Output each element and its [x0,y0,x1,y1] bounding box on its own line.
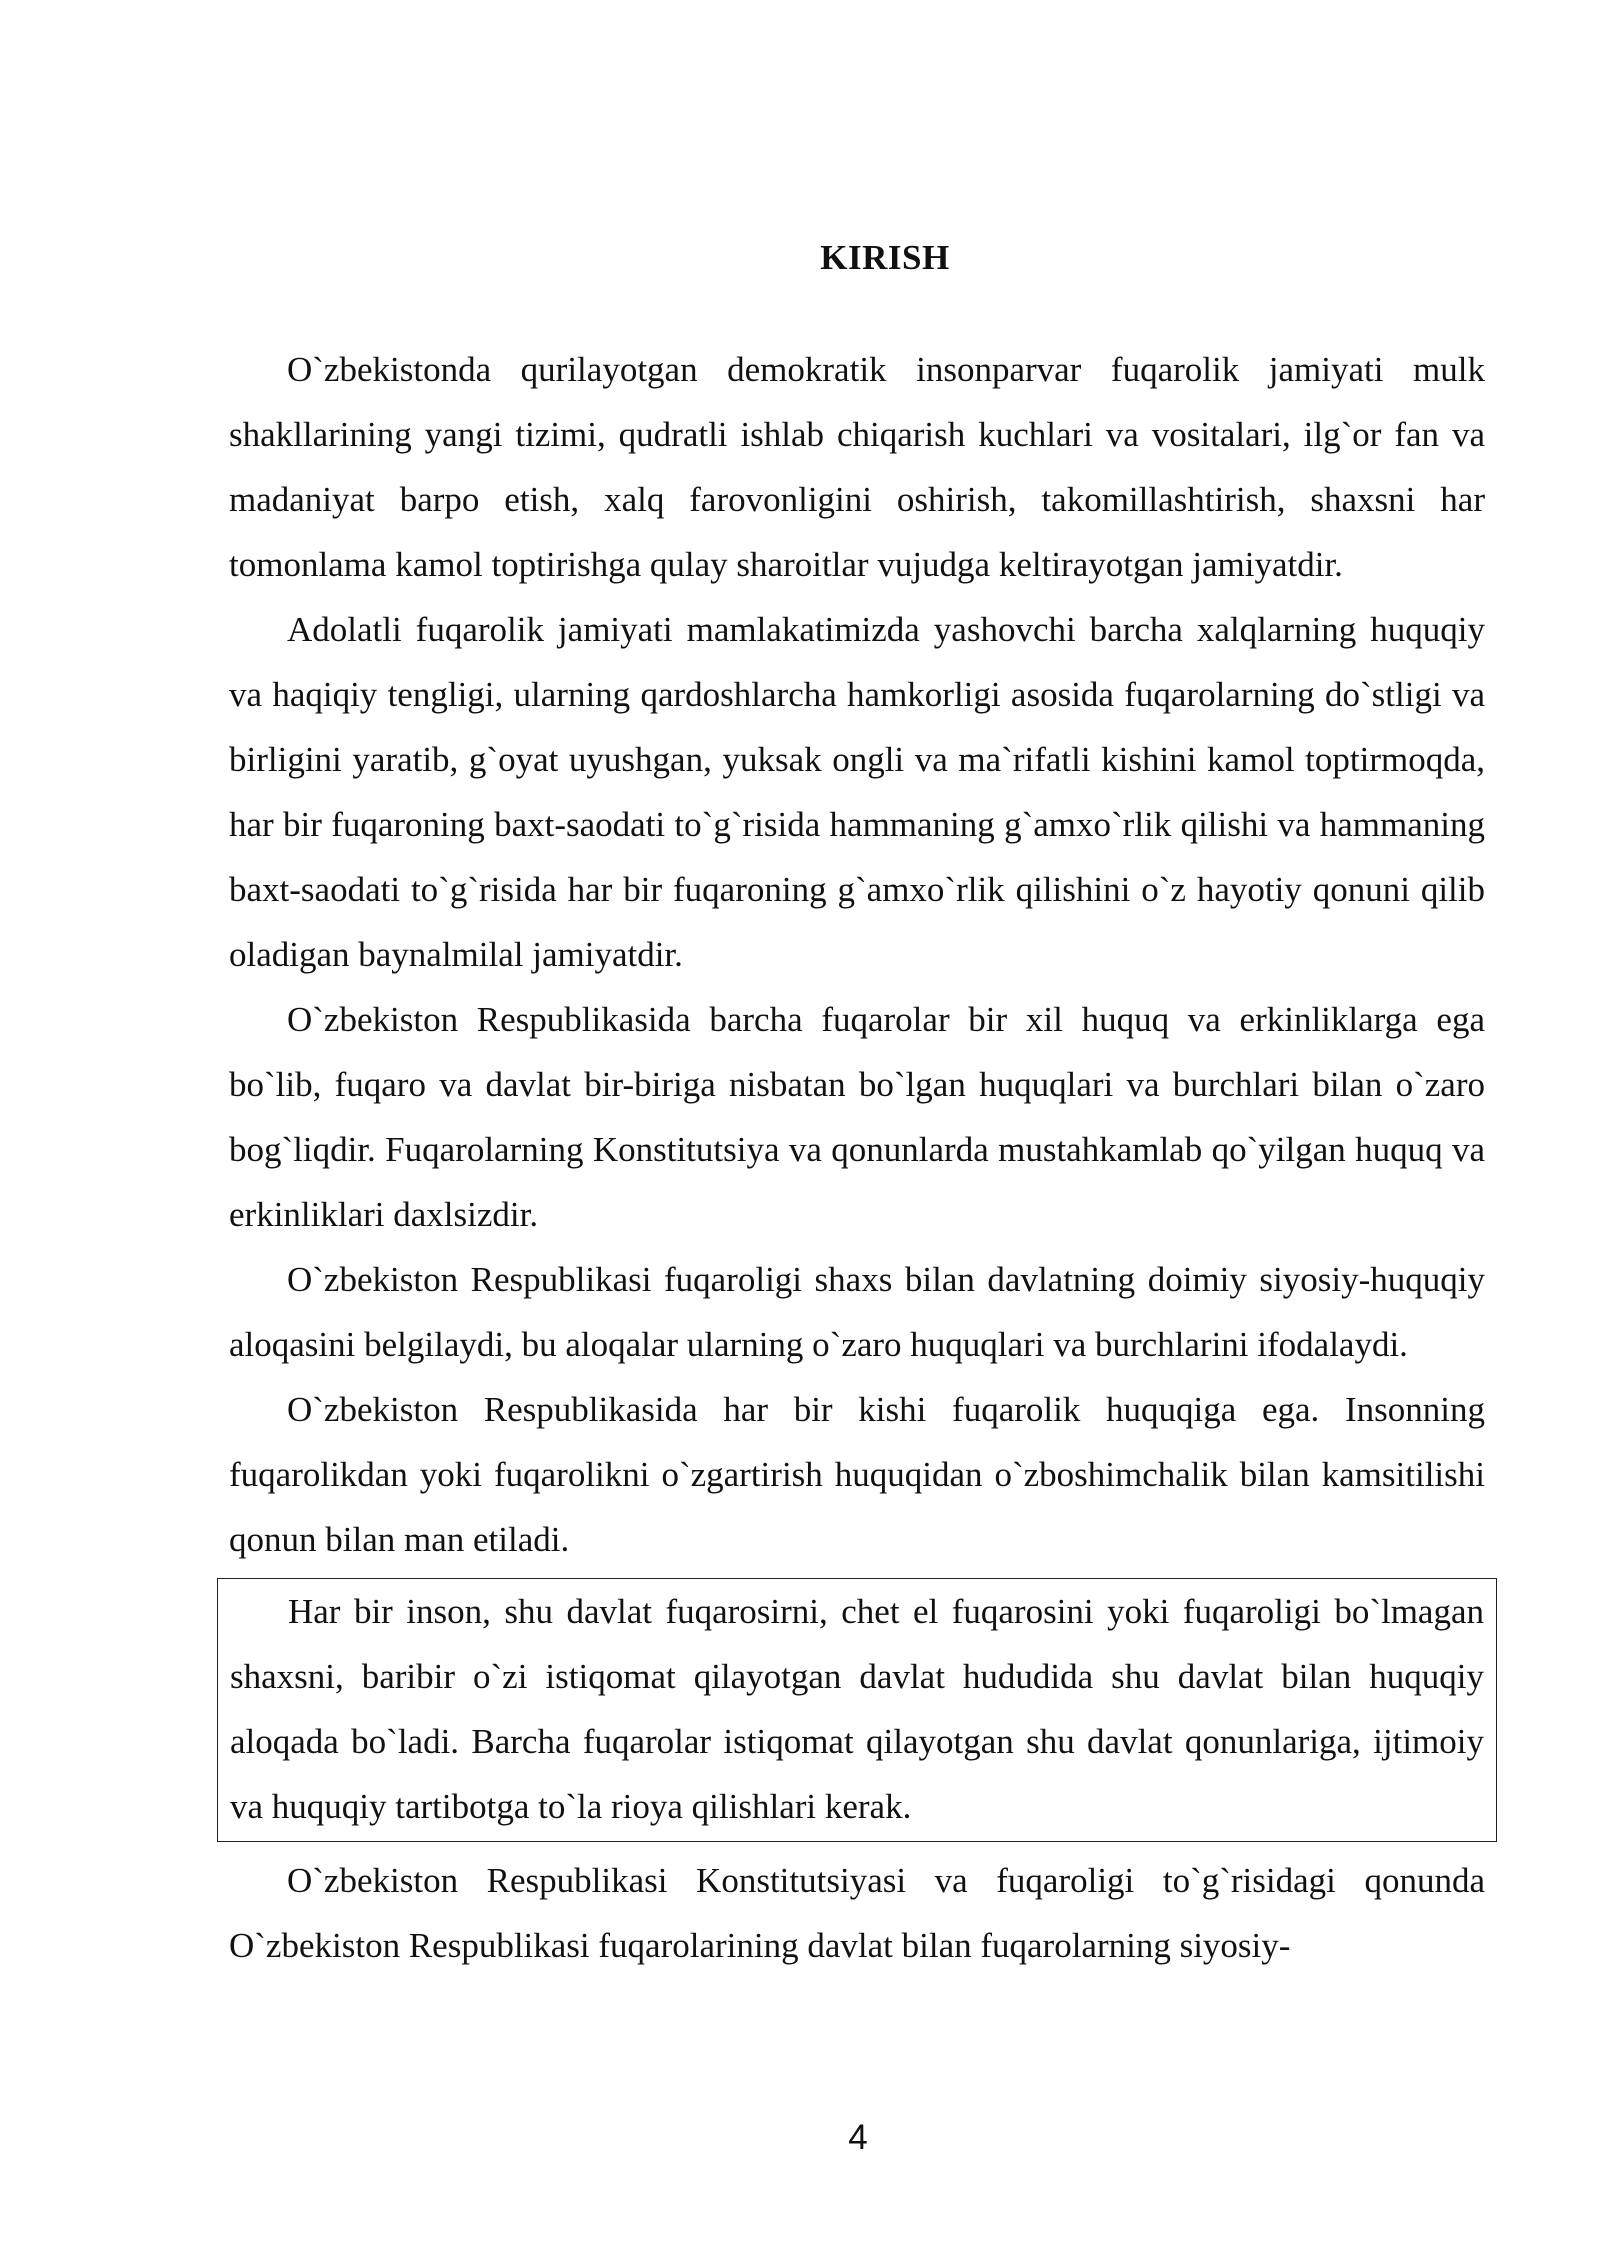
paragraph-5: O`zbekiston Respublikasida har bir kishi fuqarolik huquqiga ega. Insonning fuqarolikdan yoki fuqarolikni o`zgartirish huquqidan o`zboshimchalik bilan kamsitilishi qonun bilan man etiladi. [229,1390,1485,1559]
paragraph-4: O`zbekiston Respublikasi fuqaroligi shaxs bilan davlatning doimiy siyosiy-huquqiy aloqasini belgilaydi, bu aloqalar ularning o`zaro huquqlari va burchlarini ifodalaydi. [229,1260,1485,1364]
paragraph-2: Adolatli fuqarolik jamiyati mamlakatimizda yashovchi barcha xalqlarning huquqiy va haqiqiy tengligi, ularning qardoshlarcha hamkorligi asosida fuqarolarning do`stligi va birligini yaratib, g`oyat uyushgan, yuksak ongli va ma`rifatli kishini kamol toptirmoqda, har bir fuqaroning baxt-saodati to`g`risida hammaning g`amxo`rlik qilishi va hammaning baxt-saodati to`g`risida har bir fuqaroning g`amxo`rlik qilishini o`z hayotiy qonuni qilib oladigan baynalmilal jamiyatdir. [229,610,1485,974]
page-title: KIRISH [820,238,950,277]
paragraph-3: O`zbekiston Respublikasida barcha fuqarolar bir xil huquq va erkinliklarga ega bo`lib, fuqaro va davlat bir-biriga nisbatan bo`lgan huquqlari va burchlari bilan o`zaro bog`liqdir. Fuqarolarning Konstitutsiya va qonunlarda mustahkamlab qo`yilgan huquq va erkinliklari daxlsizdir. [229,1000,1485,1234]
paragraph-1: O`zbekistonda qurilayotgan demokratik insonparvar fuqarolik jamiyati mulk shakllarining yangi tizimi, qudratli ishlab chiqarish kuchlari va vositalari, ilg`or fan va madaniyat barpo etish, xalq farovonligini oshirish, takomillashtirish, shaxsni har tomonlama kamol toptirishga qulay sharoitlar vujudga keltirayotgan jamiyatdir. [229,350,1485,584]
boxed-paragraph: Har bir inson, shu davlat fuqarosirni, chet el fuqarosini yoki fuqaroligi bo`lmagan shaxsni, baribir o`zi istiqomat qilayotgan davlat hududida shu davlat bilan huquqiy aloqada bo`ladi. Barcha fuqarolar istiqomat qilayotgan shu davlat qonunlariga, ijtimoiy va huquqiy tartibotga to`la rioya qilishlari kerak. [217,1578,1497,1842]
document-body [229,337,1485,1978]
paragraph-7: O`zbekiston Respublikasi Konstitutsiyasi va fuqaroligi to`g`risidagi qonunda O`zbekiston Respublikasi fuqarolarining davlat bilan fuqarolarning siyosiy- [229,1861,1485,1965]
page-number: 4 [848,2118,868,2157]
